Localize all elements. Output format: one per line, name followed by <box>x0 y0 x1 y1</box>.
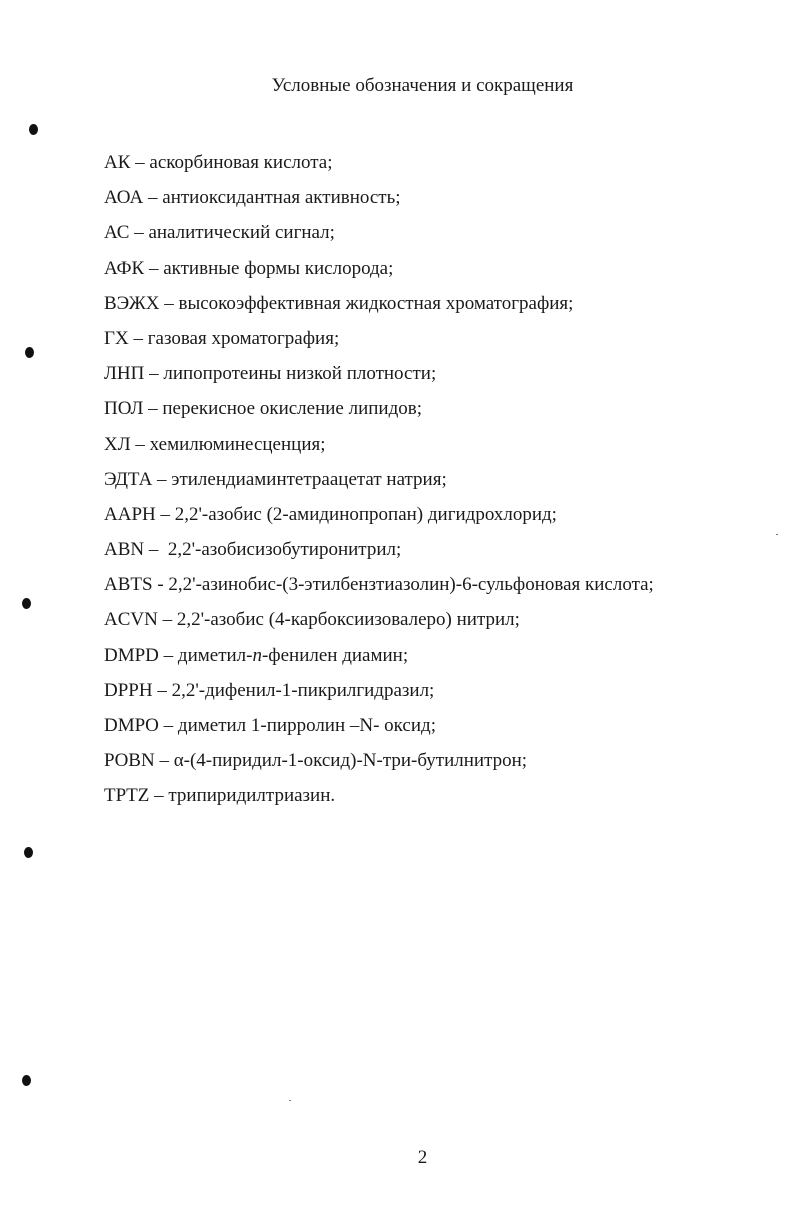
abbreviation-definition: 2,2'-азобис (2-амидинопропан) дигидрохлорид; <box>174 503 557 525</box>
abbreviation-separator: – <box>152 468 172 490</box>
abbreviation-term: ПОЛ <box>104 398 144 420</box>
abbreviation-term: ЛНП <box>104 363 145 385</box>
abbreviation-definition: липопротеины низкой плотности; <box>163 363 437 385</box>
abbreviation-definition: 2,2'-азобис (4-карбоксиизовалеро) нитрил; <box>176 609 520 631</box>
abbreviation-separator: – <box>157 609 177 631</box>
abbreviation-item <box>104 251 654 286</box>
punch-hole-3 <box>22 598 31 609</box>
abbreviation-term: POBN <box>104 750 155 772</box>
abbreviation-separator: – <box>159 292 179 314</box>
abbreviation-separator: – <box>144 257 164 279</box>
abbreviation-separator: – <box>149 785 169 807</box>
abbreviation-definition: 2,2'-азобисизобутиронитрил; <box>167 539 402 561</box>
abbreviation-separator: – <box>158 644 178 666</box>
abbreviation-term: ABN <box>104 539 145 561</box>
punch-hole-5 <box>22 1075 31 1086</box>
punch-hole-4 <box>24 847 33 858</box>
abbreviation-separator: - <box>152 574 169 596</box>
definition-italic-letter: п <box>252 644 262 666</box>
abbreviation-definition: этилендиаминтетраацетат натрия; <box>171 468 447 490</box>
abbreviation-term: АК <box>104 152 131 173</box>
abbreviation-definition: высокоэффективная жидкостная хроматография; <box>178 292 574 314</box>
abbreviation-term: ГХ <box>104 327 129 349</box>
abbreviation-item <box>104 180 654 215</box>
abbreviation-separator: – <box>130 433 150 455</box>
abbreviation-definition: 2,2'-дифенил-1-пикрилгидразил; <box>171 679 435 701</box>
abbreviation-item <box>104 778 654 813</box>
abbreviation-term: ХЛ <box>104 433 131 455</box>
abbreviation-item <box>104 638 654 673</box>
abbreviation-list <box>104 145 654 814</box>
abbreviation-term: ЭДТА <box>104 468 153 490</box>
abbreviation-term: ACVN <box>104 609 158 631</box>
abbreviation-term: ABTS <box>104 574 153 596</box>
abbreviation-item <box>104 462 654 497</box>
abbreviation-term: DMPD <box>104 644 159 666</box>
abbreviation-item <box>104 708 654 743</box>
abbreviation-separator: – <box>130 152 150 173</box>
abbreviation-definition: активные формы кислорода; <box>163 257 394 279</box>
abbreviation-item <box>104 427 654 462</box>
abbreviation-item <box>104 602 654 637</box>
abbreviation-item <box>104 497 654 532</box>
abbreviation-item <box>104 567 654 602</box>
abbreviation-term: DMPO <box>104 715 159 736</box>
abbreviation-term: DPPH <box>104 679 153 701</box>
abbreviation-definition: антиоксидантная активность; <box>162 187 401 209</box>
punch-hole-2 <box>25 347 34 358</box>
abbreviation-term: АС <box>104 222 130 244</box>
punch-hole-1 <box>29 124 38 135</box>
abbreviation-item <box>104 391 654 426</box>
abbreviation-item <box>104 673 654 708</box>
abbreviation-definition <box>178 645 408 666</box>
abbreviation-term: TPTZ <box>104 785 150 807</box>
abbreviation-separator: – <box>152 679 172 701</box>
abbreviation-item <box>104 286 654 321</box>
abbreviation-item <box>104 743 654 778</box>
abbreviation-separator: – <box>158 715 178 736</box>
definition-text-after: -фенилен диамин; <box>261 644 409 666</box>
abbreviation-definition: хемилюминесценция; <box>149 433 326 455</box>
abbreviation-separator: – <box>144 363 164 385</box>
abbreviation-term: AAPH <box>104 503 156 525</box>
abbreviation-term: ВЭЖХ <box>104 292 160 314</box>
abbreviation-definition: аскорбиновая кислота; <box>149 152 333 173</box>
abbreviation-item <box>104 356 654 391</box>
abbreviation-item <box>104 532 654 567</box>
abbreviation-item <box>104 321 654 356</box>
scan-speck-1 <box>776 534 778 535</box>
abbreviation-separator: – <box>144 539 168 561</box>
abbreviation-term: АОА <box>104 187 144 209</box>
definition-text-before: диметил- <box>177 644 253 666</box>
abbreviation-definition: аналитический сигнал; <box>148 222 335 244</box>
abbreviation-definition: 2,2'-азинобис-(3-этилбензтиазолин)-6-сульфоновая кислота; <box>168 574 654 596</box>
abbreviation-item <box>104 215 654 250</box>
abbreviation-definition: диметил 1-пирролин –N- оксид; <box>177 715 436 736</box>
abbreviation-separator: – <box>155 503 175 525</box>
abbreviation-definition: α-(4-пиридил-1-оксид)-N-три-бутилнитрон; <box>173 750 528 772</box>
abbreviation-separator: – <box>154 750 174 772</box>
page-title: Условные обозначения и сокращения <box>271 75 574 96</box>
scan-speck-2 <box>289 1100 291 1101</box>
abbreviation-separator: – <box>143 187 163 209</box>
abbreviation-definition: газовая хроматография; <box>147 327 340 349</box>
abbreviation-term: АФК <box>104 257 145 279</box>
abbreviation-definition: перекисное окисление липидов; <box>162 398 423 420</box>
abbreviation-separator: – <box>143 398 163 420</box>
page-number: 2 <box>417 1147 428 1168</box>
abbreviation-separator: – <box>129 222 149 244</box>
abbreviation-item <box>104 145 654 180</box>
abbreviation-definition: трипиридилтриазин. <box>168 785 336 807</box>
abbreviation-separator: – <box>128 327 148 349</box>
